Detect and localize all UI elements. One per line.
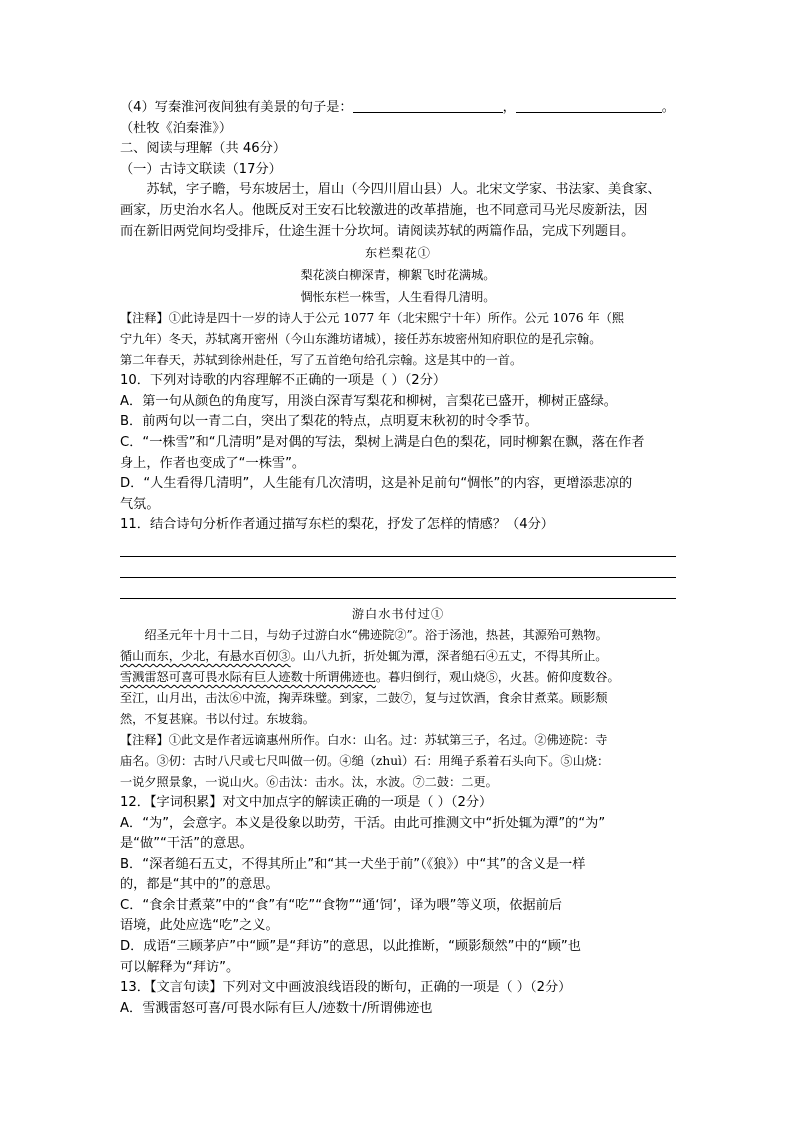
- exam-page: [120, 98, 676, 1019]
- part-heading: （一）古诗文联读（17分）: [120, 161, 282, 177]
- poem-title: 东栏梨花①: [365, 246, 431, 261]
- q13-option-a: A．雪溅雷怒可喜/可畏水际有巨人/迹数十/所谓佛迹也: [120, 1000, 433, 1016]
- answer-line[interactable]: [120, 578, 676, 599]
- q11-stem: 11．结合诗句分析作者通过描写东栏的梨花，抒发了怎样的情感？（4分）: [120, 517, 554, 533]
- poem-line: 梨花淡白柳深青，柳絮飞时花满城。: [300, 268, 496, 283]
- q4-source: （杜牧《泊秦淮》）: [120, 120, 233, 136]
- q12-option-d: D．成语“三顾茅庐”中“顾”是“拜访”的意思，以此推断，“顾影颓然”中的“顾”也: [120, 939, 581, 955]
- prose-text: 绍圣元年十月十二日，与幼子过游白水“佛迹院②”。浴于汤池，热甚，其源殆可熟物。: [144, 627, 608, 642]
- wavy-underlined-text: 循山而东，少北，有悬水百仞③: [120, 648, 291, 663]
- q12-option-a: A．“为”，会意字。本义是役象以助劳，干活。由此可推测文中“折处辄为潭”的“为”: [120, 815, 606, 831]
- prose-block: 游白水书付过① 绍圣元年十月十二日，与幼子过游白水“佛迹院②”。浴于汤池，热甚，其源殆可熟物。 循山而东，少北，有悬水百仞③。山八九折，折处辄为潭，深者缒石④五丈，不得其所止。 雪溅雷怒可喜可畏水际有巨人迹数十所谓佛迹也。暮归倒行，观山烧⑤，火甚。俯仰度数谷。 至江，山月出，击汰⑥中流，掬弄珠璧。到家，二鼓⑦，复与过饮酒，食余甘煮菜。顾影颓 然，不复甚寐。书以付过。东坡翁。 【注释】①此文是作者远谪惠州所作。白水：山名。过：苏轼第三子，名过。②佛迹院：寺 庙名。③仞：古时八尺或七尺叫做一仞。④缒（zhuì）石：用绳子系着石头向下。⑤山烧： 一说夕照景象，一说山火。⑥击汰：击水。汰，水波。⑦二鼓：二更。: [120, 603, 676, 793]
- intro-paragraph: 苏轼，字子瞻，号东坡居士，眉山（今四川眉山县）人。北宋文学家、书法家、美食家、 画家，历史治水名人。他既反对王安石比较激进的改革措施，也不同意司马光尽废新法，因 而在新旧两党间均受排斥，仕途生涯十分坎坷。请阅读苏轼的两篇作品，完成下列题目。: [120, 182, 661, 239]
- prose-note: 【注释】①此文是作者远谪惠州所作。白水：山名。过：苏轼第三子，名过。②佛迹院：寺 庙名。③仞：古时八尺或七尺叫做一仞。④缒（zhuì）石：用绳子系着石头向下。⑤山烧： 一说夕照景象，一说山火。⑥击汰：击水。汰，水波。⑦二鼓：二更。: [120, 732, 610, 789]
- q10-stem: 10．下列对诗歌的内容理解不正确的一项是（ ）（2分）: [120, 373, 447, 389]
- question-13: [120, 978, 676, 1019]
- answer-blank-1[interactable]: [353, 98, 503, 113]
- q12-stem: 12．【字词积累】对文中加点字的解读正确的一项是（ ）（2分）: [120, 794, 493, 810]
- q12-option-b: B．“深者缒石五丈，不得其所止”和“其一犬坐于前”（《狼》）中“其”的含义是一样: [120, 856, 586, 872]
- question-11: [120, 515, 676, 599]
- question-12: 12．【字词积累】对文中加点字的解读正确的一项是（ ）（2分） A．“为”，会意字。本义是役象以助劳，干活。由此可推测文中“折处辄为潭”的“为” 是“做”“干活”的意思。 B．“深者缒石五丈，不得其所止”和“其一犬坐于前”（《狼》）中“其”的含义是一样 的，都是“其中的”的意思。 C．“食余甘煮菜”中的“食”有“吃”“食物”“通‘饲’，译为喂”等义项，依据前后 语境，此处应选“吃”之义。 D．成语“三顾茅庐”中“顾”是“拜访”的意思，以此推断，“顾影颓然”中的“顾”也 可以解释为“拜访”。: [120, 793, 676, 978]
- section-heading: 二、阅读与理解（共 46分）: [120, 141, 287, 157]
- q4-prompt: （4）写秦淮河夜间独有美景的句子是：: [120, 100, 353, 115]
- poem-note: 【注释】①此诗是四十一岁的诗人于公元 1077 年（北宋熙宁十年）所作。公元 1076 年（熙 宁九年）冬天，苏轼离开密州（今山东潍坊诸城），接任苏东坡密州知府职位的是孔宗翰。 第二年春天，苏轼到徐州赴任，写了五首绝句给孔宗翰。这是其中的一首。: [120, 311, 625, 368]
- wavy-underlined-segment: 雪溅雷怒可喜可畏水际有巨人迹数十所谓佛迹也: [120, 669, 376, 684]
- prose-title: 游白水书付过①: [351, 606, 445, 621]
- q10-option-c: C．“一株雪”和“几清明”是对偶的写法，梨树上满是白色的梨花，同时柳絮在飘，落在作者: [120, 434, 645, 450]
- answer-line[interactable]: [120, 536, 676, 557]
- poem-line: 惆怅东栏一株雪，人生看得几清明。: [300, 290, 496, 305]
- answer-blank-2[interactable]: [516, 98, 662, 113]
- q12-option-c: C．“食余甘煮菜”中的“食”有“吃”“食物”“通‘饲’，译为喂”等义项，依据前后: [120, 897, 562, 913]
- q10-option-b: B．前两句以一青二白，突出了梨花的特点，点明夏末秋初的时令季节。: [120, 414, 538, 430]
- q10-option-d: D．“人生看得几清明”，人生能有几次清明，这是补足前句“惆怅”的内容，更增添悲凉的: [120, 476, 633, 492]
- question-4: （4）写秦淮河夜间独有美景的句子是： ， 。: [120, 100, 675, 115]
- q13-stem: 13．【文言句读】下列对文中画波浪线语段的断句，正确的一项是（ ）（2分）: [120, 980, 572, 996]
- question-10: 10．下列对诗歌的内容理解不正确的一项是（ ）（2分） A．第一句从颜色的角度写，用淡白深青写梨花和柳树，言梨花已盛开，柳树正盛绿。 B．前两句以一青二白，突出了梨花的特点，点明夏末秋初的时令季节。 C．“一株雪”和“几清明”是对偶的写法，梨树上满是白色的梨花，同时柳絮在飘，落在作者 身上，作者也变成了“一株雪”。 D．“人生看得几清明”，人生能有几次清明，这是补足前句“惆怅”的内容，更增添悲凉的 气氛。: [120, 371, 676, 515]
- q10-option-a: A．第一句从颜色的角度写，用淡白深青写梨花和柳树，言梨花已盛开，柳树正盛绿。: [120, 393, 617, 409]
- poem-block: [120, 242, 676, 371]
- answer-line[interactable]: [120, 557, 676, 578]
